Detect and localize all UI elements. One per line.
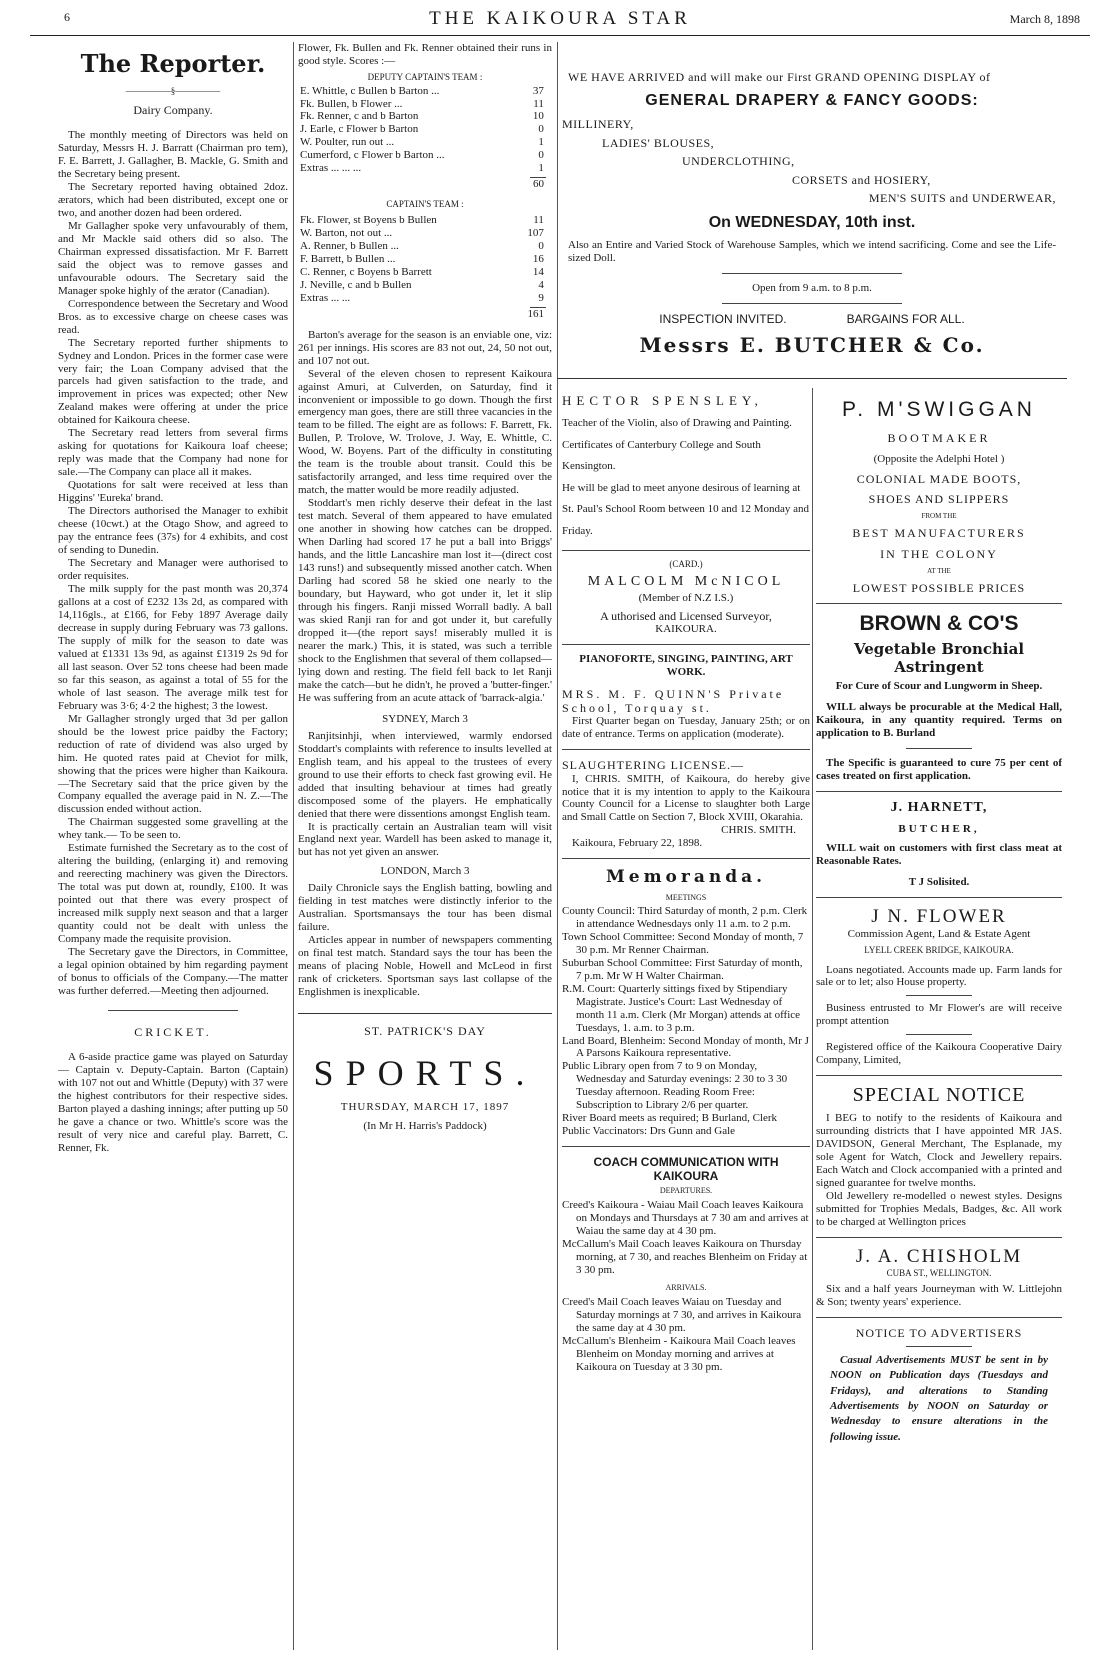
cricket-intro: Flower, Fk. Bullen and Fk. Renner obtained their runs in good style. Scores :— xyxy=(298,42,552,67)
column-adverts xyxy=(816,388,1062,1650)
sydney-paragraph: Ranjitsinhji, when interviewed, warmly endorsed Stoddart's complaints with reference to insults levelled at English team, and his appeal to the trustees of every ground to use their efforts to check fast growing evil. He added that insulting behaviour at times had greatly discomposed some of the players. He emphatically denied that there were dissentions amongst English team. xyxy=(298,729,552,820)
chisholm-text: Six and a half years Journeyman with W. Littlejohn & Son; twenty years' experience. xyxy=(816,1282,1062,1308)
divider xyxy=(562,644,810,645)
batsman: A. Renner, b Bullen ... xyxy=(300,239,399,252)
ad-divider xyxy=(557,378,1067,379)
flower-place: LYELL CREEK BRIDGE, KAIKOURA. xyxy=(864,944,1014,955)
flower-business: Business entrusted to Mr Flower's are will receive prompt attention xyxy=(816,1002,1062,1028)
specific-text: The Specific is guaranteed to cure 75 per cent of cases treated on first application. xyxy=(816,757,1062,783)
arrival-item: McCallum's Blenheim - Kaikoura Mail Coach leaves Blenheim on Monday morning and arrives at Kaikoura on Tuesday at 3 30 pm. xyxy=(562,1335,796,1374)
dairy-paragraph: Quotations for salt were received at less than Higgins' 'Eureka' brand. xyxy=(58,479,288,505)
drapery-items xyxy=(562,115,1062,208)
cricket-paragraph: A 6-aside practice game was played on Saturday — Captain v. Deputy-Captain. Barton (Captain) with 107 not out and Whittle (Deputy) with 37 were the highest contributors for their respective sides. Barton played a dashing innings; after putting up 50 he gave a chance or two. Whittle's score was the result of very nice and careful play. Barrett, C. Renner, Fk. xyxy=(58,1051,288,1154)
runs: 10 xyxy=(532,110,544,123)
spensley-line: He will be glad to meet anyone desirous of learning at St. Paul's School Room between 10 and 12 Monday and Friday. xyxy=(562,481,810,537)
dairy-paragraph: Correspondence between the Secretary and Wood Bros. as to excessive charge on cheese cases was read. xyxy=(58,297,288,336)
sports-advert xyxy=(298,1024,552,1133)
score-row xyxy=(300,240,544,253)
drapery-item: LADIES' BLOUSES, xyxy=(602,135,715,150)
dairy-paragraph: Estimate furnished the Secretary as to the cost of altering the building, (enlarging it) and removing and reerecting machinery was given the Directors. The total was put down at, roundly, £100. It was pointed out that there was every prospect of increased milk supply next season and that a larger quantity could not be dealt with unless the Company made the requisite provision. xyxy=(58,842,288,946)
divider xyxy=(722,303,902,304)
memo-item: River Board meets as required; B Burland, Clerk xyxy=(562,1112,778,1125)
divider xyxy=(816,1237,1062,1238)
memo-item: County Council: Third Saturday of month, 2 p.m. Clerk in attendance Wednesdays only 11 a.m. to 2 p.m. xyxy=(562,904,808,930)
memo-item: Suburban School Committee: First Saturday of month, 7 p.m. Mr W H Walter Chairman. xyxy=(562,956,803,982)
card-label: (CARD.) xyxy=(669,558,703,569)
brown-will: WILL always be procurable at the Medical Hall, Kaikoura, in any quantity required. Terms on application to B. Burland xyxy=(816,701,1062,740)
at-the: AT THE xyxy=(927,566,951,575)
memo-item: Public Vaccinators: Drs Gunn and Gale xyxy=(562,1125,736,1138)
slaughter-text: I, CHRIS. SMITH, of Kaikoura, do hereby give notice that it is my intention to apply to the Kaikoura County Council for a License to slaughter both Large and Small Cattle on Section 7, Block XVIII, Okarahia. xyxy=(562,772,810,824)
coach-heading: COACH COMMUNICATION WITH KAIKOURA xyxy=(593,1155,779,1184)
london-paragraph: Articles appear in number of newspapers commenting on final test match. Standard says the tour has been the means of placing Noble, Howell and McLeod in first rank of cricketers. Sportsman says last collapse of the Englishmen is inexplicable. xyxy=(298,934,552,999)
batsman: C. Renner, c Boyens b Barrett xyxy=(300,265,432,278)
spensley-line: HECTOR SPENSLEY, xyxy=(562,393,763,408)
score-row xyxy=(300,214,544,227)
deputy-total: 60 xyxy=(533,178,544,191)
column-cricket xyxy=(298,42,552,1650)
vegetable-astringent: Vegetable Bronchial Astringent xyxy=(853,639,1025,676)
departures-list xyxy=(562,1199,810,1277)
flower-name: J N. FLOWER xyxy=(871,905,1007,927)
slaughter-heading: SLAUGHTERING LICENSE.— xyxy=(562,758,744,773)
divider xyxy=(816,603,1062,604)
score-row xyxy=(300,292,544,305)
meetings-label: MEETINGS xyxy=(665,893,707,903)
drapery-item: MEN'S SUITS and UNDERWEAR, xyxy=(868,191,1056,206)
news-paragraph: Barton's average for the season is an enviable one, viz: 261 per innings. His scores are 83 not out, 24, 50 not out, and 107 not out. xyxy=(298,328,552,367)
inspection-invited: INSPECTION INVITED. xyxy=(659,311,787,326)
cure-text: For Cure of Scour and Lungworm in Sheep. xyxy=(835,680,1043,693)
drapery-headline: GENERAL DRAPERY & FANCY GOODS: xyxy=(645,92,979,110)
quinn-text: First Quarter began on Tuesday, January 25th; or on date of entrance. Terms on application (moderate). xyxy=(562,715,810,741)
dairy-paragraph: The monthly meeting of Directors was held on Saturday, Messrs H. J. Barratt (Chairman pro tem), F. E. Barrett, J. Gallagher, B. Mackle, G. Smith and the Secretary being present. xyxy=(58,129,288,180)
score-row xyxy=(300,227,544,240)
score-row xyxy=(300,162,544,175)
memo-item: Public Library open from 7 to 9 on Monday, Wednesday and Saturday evenings: 2 30 to 3 30 Tuesday afternoon. Reading Room Free: Subscription to Library 2/6 per quarter. xyxy=(562,1060,788,1112)
dairy-paragraph: Mr Gallagher spoke very unfavourably of them, and Mr Mackle said others did so also. The Chairman expressed dissatisfaction. Mr F. Barrett said the object was to remove gasses and unfavourable odours. The Secretary said the Manager spoke highly of the ærator (Canadian). xyxy=(58,219,288,297)
divider xyxy=(562,550,810,551)
divider xyxy=(816,897,1062,898)
memo-item: R.M. Court: Quarterly sittings fixed by Stipendiary Magistrate. Justice's Court: Last Wednesday of month 11 a.m. Clerk (Mr Morgan) attends at office Tuesdays, 1. a.m. to 3 p.m. xyxy=(562,982,801,1034)
score-row xyxy=(300,98,544,111)
dairy-paragraph: The milk supply for the past month was 20,374 gallons at a cost of £232 13s 2d, as compared with 14,116gls., at £166, for Feby 1897 Average daily decrease in supply during February was 73 gallons. The supply of milk for the season to date was valued at £1331 13s 9d, as against £1319 2s 9d for all last season. Over 52 tons cheese had been made so far this season, as against a total of 55 for the whole of last season. The average milk test for February was 3·6; 4·2 the highest; 3 the lowest. xyxy=(58,582,288,712)
arrivals-label: ARRIVALS. xyxy=(665,1282,707,1292)
divider xyxy=(562,1146,810,1147)
bootmaker: BOOTMAKER xyxy=(887,430,991,445)
dairy-heading: Dairy Company. xyxy=(133,102,213,117)
runs: 11 xyxy=(533,97,544,110)
drapery-also: Also an Entire and Varied Stock of Warehouse Samples, which we intend sacrificing. Come and see the Life-sized Doll. xyxy=(568,238,1056,264)
flower-title: Commission Agent, Land & Estate Agent xyxy=(847,927,1031,940)
dairy-paragraph: The Chairman suggested some gravelling at the whey tank.— To be seen to. xyxy=(58,816,288,842)
in-the-colony: IN THE COLONY xyxy=(880,546,998,561)
ad-divider xyxy=(298,1013,552,1014)
drapery-item: UNDERCLOTHING, xyxy=(682,154,795,169)
swiggan-name: P. M'SWIGGAN xyxy=(842,398,1036,421)
masthead xyxy=(30,6,1090,36)
divider xyxy=(816,1075,1062,1076)
page-number: 6 xyxy=(64,10,70,24)
mcnicol-member: (Member of N.Z I.S.) xyxy=(638,592,734,605)
firm-name: Messrs E. BUTCHER & Co. xyxy=(639,332,985,357)
score-row xyxy=(300,279,544,292)
best-manufacturers: BEST MANUFACTURERS xyxy=(852,526,1026,541)
score-row xyxy=(300,149,544,162)
captain-total: 161 xyxy=(527,307,544,320)
spensley-advert xyxy=(562,388,810,542)
divider xyxy=(722,273,902,274)
batsman: E. Whittle, c Bullen b Barton ... xyxy=(300,84,440,97)
score-row xyxy=(300,253,544,266)
runs: 11 xyxy=(533,213,544,226)
drapery-invite-row xyxy=(562,312,1062,326)
memo-item: Land Board, Blenheim: Second Monday of month, Mr J A Parsons Kaikoura representative. xyxy=(562,1034,809,1060)
spensley-line: Teacher of the Violin, also of Drawing and Painting. Certificates of Canterbury College and South Kensington. xyxy=(562,417,792,473)
bargains: BARGAINS FOR ALL. xyxy=(846,311,965,326)
batsman: Cumerford, c Flower b Barton ... xyxy=(300,149,445,162)
drapery-item: CORSETS and HOSIERY, xyxy=(792,172,931,187)
notice-heading: NOTICE TO ADVERTISERS xyxy=(855,1325,1023,1340)
dairy-article xyxy=(58,129,288,998)
cricket-heading: CRICKET. xyxy=(134,1024,212,1039)
runs: 1 xyxy=(538,136,544,149)
runs: 0 xyxy=(538,123,544,136)
arrivals-list xyxy=(562,1296,810,1374)
divider xyxy=(562,749,810,750)
cricket-news xyxy=(298,329,552,705)
deputy-heading: DEPUTY CAPTAIN'S TEAM : xyxy=(367,71,483,82)
from-the: FROM THE xyxy=(921,512,957,521)
colonial-made: COLONIAL MADE BOOTS, xyxy=(856,471,1022,486)
runs: 1 xyxy=(538,162,544,175)
harnett-name: J. HARNETT, xyxy=(890,800,988,816)
harnett-text: WILL wait on customers with first class meat at Reasonable Rates. xyxy=(816,841,1062,867)
dairy-paragraph: The Secretary reported further shipments to Sydney and London. Prices in the former case were very fair; the Loan Company advised that the parcels had given satisfaction to the trade, and improvement in prices was expected; other New Zealand makes were offering at under the price obtained for Kaikoura cheese. xyxy=(58,336,288,427)
divider xyxy=(906,1346,972,1347)
runs: 16 xyxy=(532,252,544,265)
runs: 37 xyxy=(532,84,544,97)
sports-line1: ST. PATRICK'S DAY xyxy=(364,1024,486,1039)
score-row xyxy=(300,85,544,98)
divider xyxy=(906,1034,972,1035)
news-paragraph: Several of the eleven chosen to represent Kaikoura against Amuri, at Culverden, on Saturday, find it inconvenient or impossible to go down. Though the first emergency man goes, there are still three vacancies in the team to be filled. The eight are as follows: F. Barrett, Fk. Bullen, P. Trolove, W. Trolove, J. Way, E. Whittle, C. Wood, W. Boyens. Part of the difficulty in constituting the team is the trouble about transit. Could this be satisfactorily arranged, and less time required over the match, the matter would be more readily adjusted. xyxy=(298,367,552,497)
special-text: I BEG to notify to the residents of Kaikoura and surrounding districts that I have appointed MR JAS. DAVIDSON, General Merchant, The Esplanade, my sole Agent for Watch, Clock and Jewellery repairs. Each Watch and Clock accompanied with a printed and signed guarantee for twelve months. xyxy=(816,1111,1062,1189)
dairy-paragraph: The Secretary reported having obtained 2doz. ærators, which had been distributed, except one or two, and another dozen had been ordered. xyxy=(58,180,288,219)
sydney-dateline: SYDNEY, March 3 xyxy=(382,712,468,725)
opposite-label: (Opposite the Adelphi Hotel ) xyxy=(873,452,1005,465)
sports-title: SPORTS. xyxy=(313,1053,537,1094)
deputy-scorecard xyxy=(300,85,544,176)
slaughter-date: Kaikoura, February 22, 1898. xyxy=(572,837,703,850)
dairy-paragraph: The Secretary and Manager were authorised to order requisites. xyxy=(58,557,288,583)
runs: 0 xyxy=(538,149,544,162)
chisholm-place: CUBA ST., WELLINGTON. xyxy=(886,1268,992,1279)
memoranda-list xyxy=(562,905,810,1138)
runs: 107 xyxy=(527,226,544,239)
batsman: Fk. Bullen, b Flower ... xyxy=(300,97,403,110)
london-dateline: LONDON, March 3 xyxy=(380,865,470,878)
harnett-sign: T J Solisited. xyxy=(908,875,970,888)
issue-date: March 8, 1898 xyxy=(1009,12,1080,26)
runs: 9 xyxy=(538,291,544,304)
dairy-paragraph: The Secretary read letters from several firms asking for quotations for Kaikoura loaf cheese; reply was made that the Company had none for sale.—The Company can place all it makes. xyxy=(58,427,288,479)
column-rule xyxy=(812,388,813,1650)
dairy-paragraph: Mr Gallagher strongly urged that 3d per gallon should be the lowest price paidby the Factory; reduction of rate of dividend was also urged by him. He quoted rates paid at Cheviot for milk, showing that the prices were higher than Kaikoura.—The Secretary said that the price given by the Company equalled the average paid in N. Z.—The discussion ended without action. xyxy=(58,712,288,816)
sports-date: THURSDAY, MARCH 17, 1897 xyxy=(340,1100,510,1113)
column-rule xyxy=(293,42,294,1650)
divider xyxy=(906,748,972,749)
score-row xyxy=(300,123,544,136)
drapery-intro: WE HAVE ARRIVED and will make our First GRAND OPENING DISPLAY of xyxy=(568,70,991,84)
departure-item: McCallum's Mail Coach leaves Kaikoura on Thursday morning, at 7 30, and reaches Blenheim on Friday at 3 30 pm. xyxy=(562,1237,808,1276)
arrival-item: Creed's Mail Coach leaves Waiau on Tuesday and Saturday mornings at 7 30, and arrives in Kaikoura the same day at 4 30 pm. xyxy=(562,1296,802,1335)
batsman: F. Barrett, b Bullen ... xyxy=(300,252,396,265)
departures-label: DEPARTURES. xyxy=(659,1185,713,1195)
opening-date: On WEDNESDAY, 10th inst. xyxy=(708,214,916,231)
batsman: Fk. Flower, st Boyens b Bullen xyxy=(300,213,437,226)
memoranda-heading: Memoranda. xyxy=(605,867,767,888)
captain-scorecard xyxy=(300,214,544,305)
mcnicol-title: A uthorised and Licensed Surveyor, xyxy=(600,609,772,624)
flower-registered: Registered office of the Kaikoura Cooperative Dairy Company, Limited, xyxy=(816,1041,1062,1067)
column-rule xyxy=(557,42,558,1650)
divider xyxy=(562,858,810,859)
lowest-prices: LOWEST POSSIBLE PRICES xyxy=(852,581,1026,596)
mcnicol-place: KAIKOURA. xyxy=(655,623,717,636)
captain-heading: CAPTAIN'S TEAM : xyxy=(386,199,464,210)
mcnicol-name: MALCOLM McNICOL xyxy=(587,573,785,589)
batsman: J. Earle, c Flower b Barton xyxy=(300,123,419,136)
special-notice-heading: SPECIAL NOTICE xyxy=(852,1084,1026,1107)
london-paragraph: Daily Chronicle says the English batting, bowling and fielding in test matches were distinctly inferior to the Australian. Sportsmansays the tour has been dismal failure. xyxy=(298,882,552,934)
brown-name: BROWN & CO'S xyxy=(859,612,1019,636)
runs: 14 xyxy=(532,265,544,278)
newspaper-title: THE KAIKOURA STAR xyxy=(429,8,691,29)
runs: 4 xyxy=(538,278,544,291)
runs: 0 xyxy=(538,239,544,252)
dairy-paragraph: The Directors authorised the Manager to exhibit cheese (10cwt.) at the Otago Show, and agreed to pay the entrance fees (37s) for 4 exhibits, and cost of sending to Dunedin. xyxy=(58,505,288,557)
memo-item: Town School Committee: Second Monday of month, 7 30 p.m. Mr Renner Chairman. xyxy=(562,930,804,956)
batsman: J. Neville, c and b Bullen xyxy=(300,278,412,291)
column-reporter xyxy=(58,42,288,1650)
harnett-trade: BUTCHER, xyxy=(898,822,980,835)
dairy-paragraph: The Secretary gave the Directors, in Committee, a legal opinion obtained by him regarding payment of bonus to officials of the Company.—The matter was further deferred.—Meeting then adjourned. xyxy=(58,946,288,998)
batsman: Fk. Renner, c and b Barton xyxy=(300,110,419,123)
quinn-heading: MRS. M. F. QUINN'S Private School, Torquay st. xyxy=(562,687,785,716)
divider xyxy=(816,791,1062,792)
opening-hours: Open from 9 a.m. to 8 p.m. xyxy=(752,281,872,294)
news-paragraph: Stoddart's men richly deserve their defeat in the last test match. Several of them appeared to have emulated one another in showing how catches can be dropped. When Darling had scored 17 he put a ball into Briggs' hands, and the little Lancashire man lost it—(direct cost 143 runs!) and subsequently missed another catch. When Darling had scored 58 he skied one nearly to the boundary, but Hayward, who got under it, let it slip through his fingers. Ranji missed Worrall badly. A ball was skied Ranji ran for and got under it, but carefully dropped it—(the report says! miserably mulled it is nearer the mark.) This, it is stated, was such a terrible shock to the Englishmen that several of them collapsed—lying down and resting. The field fell back to let Ranji make the catch—but he didn't, he proved a 'butter-finger.' He was suffering from an acute attack of 'barrack-algia.' xyxy=(298,497,552,704)
drapery-advert xyxy=(562,70,1062,370)
divider: —————§————— xyxy=(125,86,221,97)
score-row xyxy=(300,110,544,123)
batsman: W. Poulter, run out ... xyxy=(300,136,395,149)
batsman: Extras ... ... xyxy=(300,291,351,304)
divider xyxy=(906,995,972,996)
shoes-slippers: SHOES AND SLIPPERS xyxy=(868,492,1010,507)
london-news xyxy=(298,882,552,999)
divider xyxy=(108,1010,238,1011)
batsman: W. Barton, not out ... xyxy=(300,226,393,239)
sydney-news xyxy=(298,730,552,860)
flower-loans: Loans negotiated. Accounts made up. Farm lands for sale or to let; also House property. xyxy=(816,963,1062,989)
reporter-title: The Reporter. xyxy=(80,49,266,78)
notice-text: Casual Advertisements MUST be sent in by NOON on Publication days (Tuesdays and Fridays), and alterations to Standing Advertisements by NOON on Saturday or Wednesday to ensure alterations in the following issue. xyxy=(830,1353,1048,1443)
sydney-paragraph: It is practically certain an Australian team will visit England next year. Wardell has been asked to manage it, but has not yet given an answer. xyxy=(298,820,552,859)
divider xyxy=(816,1317,1062,1318)
batsman: Extras ... ... ... xyxy=(300,162,362,175)
column-notices xyxy=(562,388,810,1650)
piano-heading: PIANOFORTE, SINGING, PAINTING, ART WORK. xyxy=(579,653,793,679)
sports-venue: (In Mr H. Harris's Paddock) xyxy=(363,1119,487,1132)
slaughter-sign: CHRIS. SMITH. xyxy=(721,824,796,837)
chisholm-name: J. A. CHISHOLM xyxy=(855,1245,1023,1267)
special-text-2: Old Jewellery re-modelled o newest styles. Designs submitted for Trophies Medals, Badges, &c. All work to be charged at Wellington prices xyxy=(816,1189,1062,1228)
score-row xyxy=(300,136,544,149)
score-row xyxy=(300,266,544,279)
departure-item: Creed's Kaikoura - Waiau Mail Coach leaves Kaikoura on Mondays and Thursdays at 7 30 am and arrives at Waiau the same day at 4 30 pm. xyxy=(562,1199,809,1237)
drapery-item: MILLINERY, xyxy=(562,117,634,132)
